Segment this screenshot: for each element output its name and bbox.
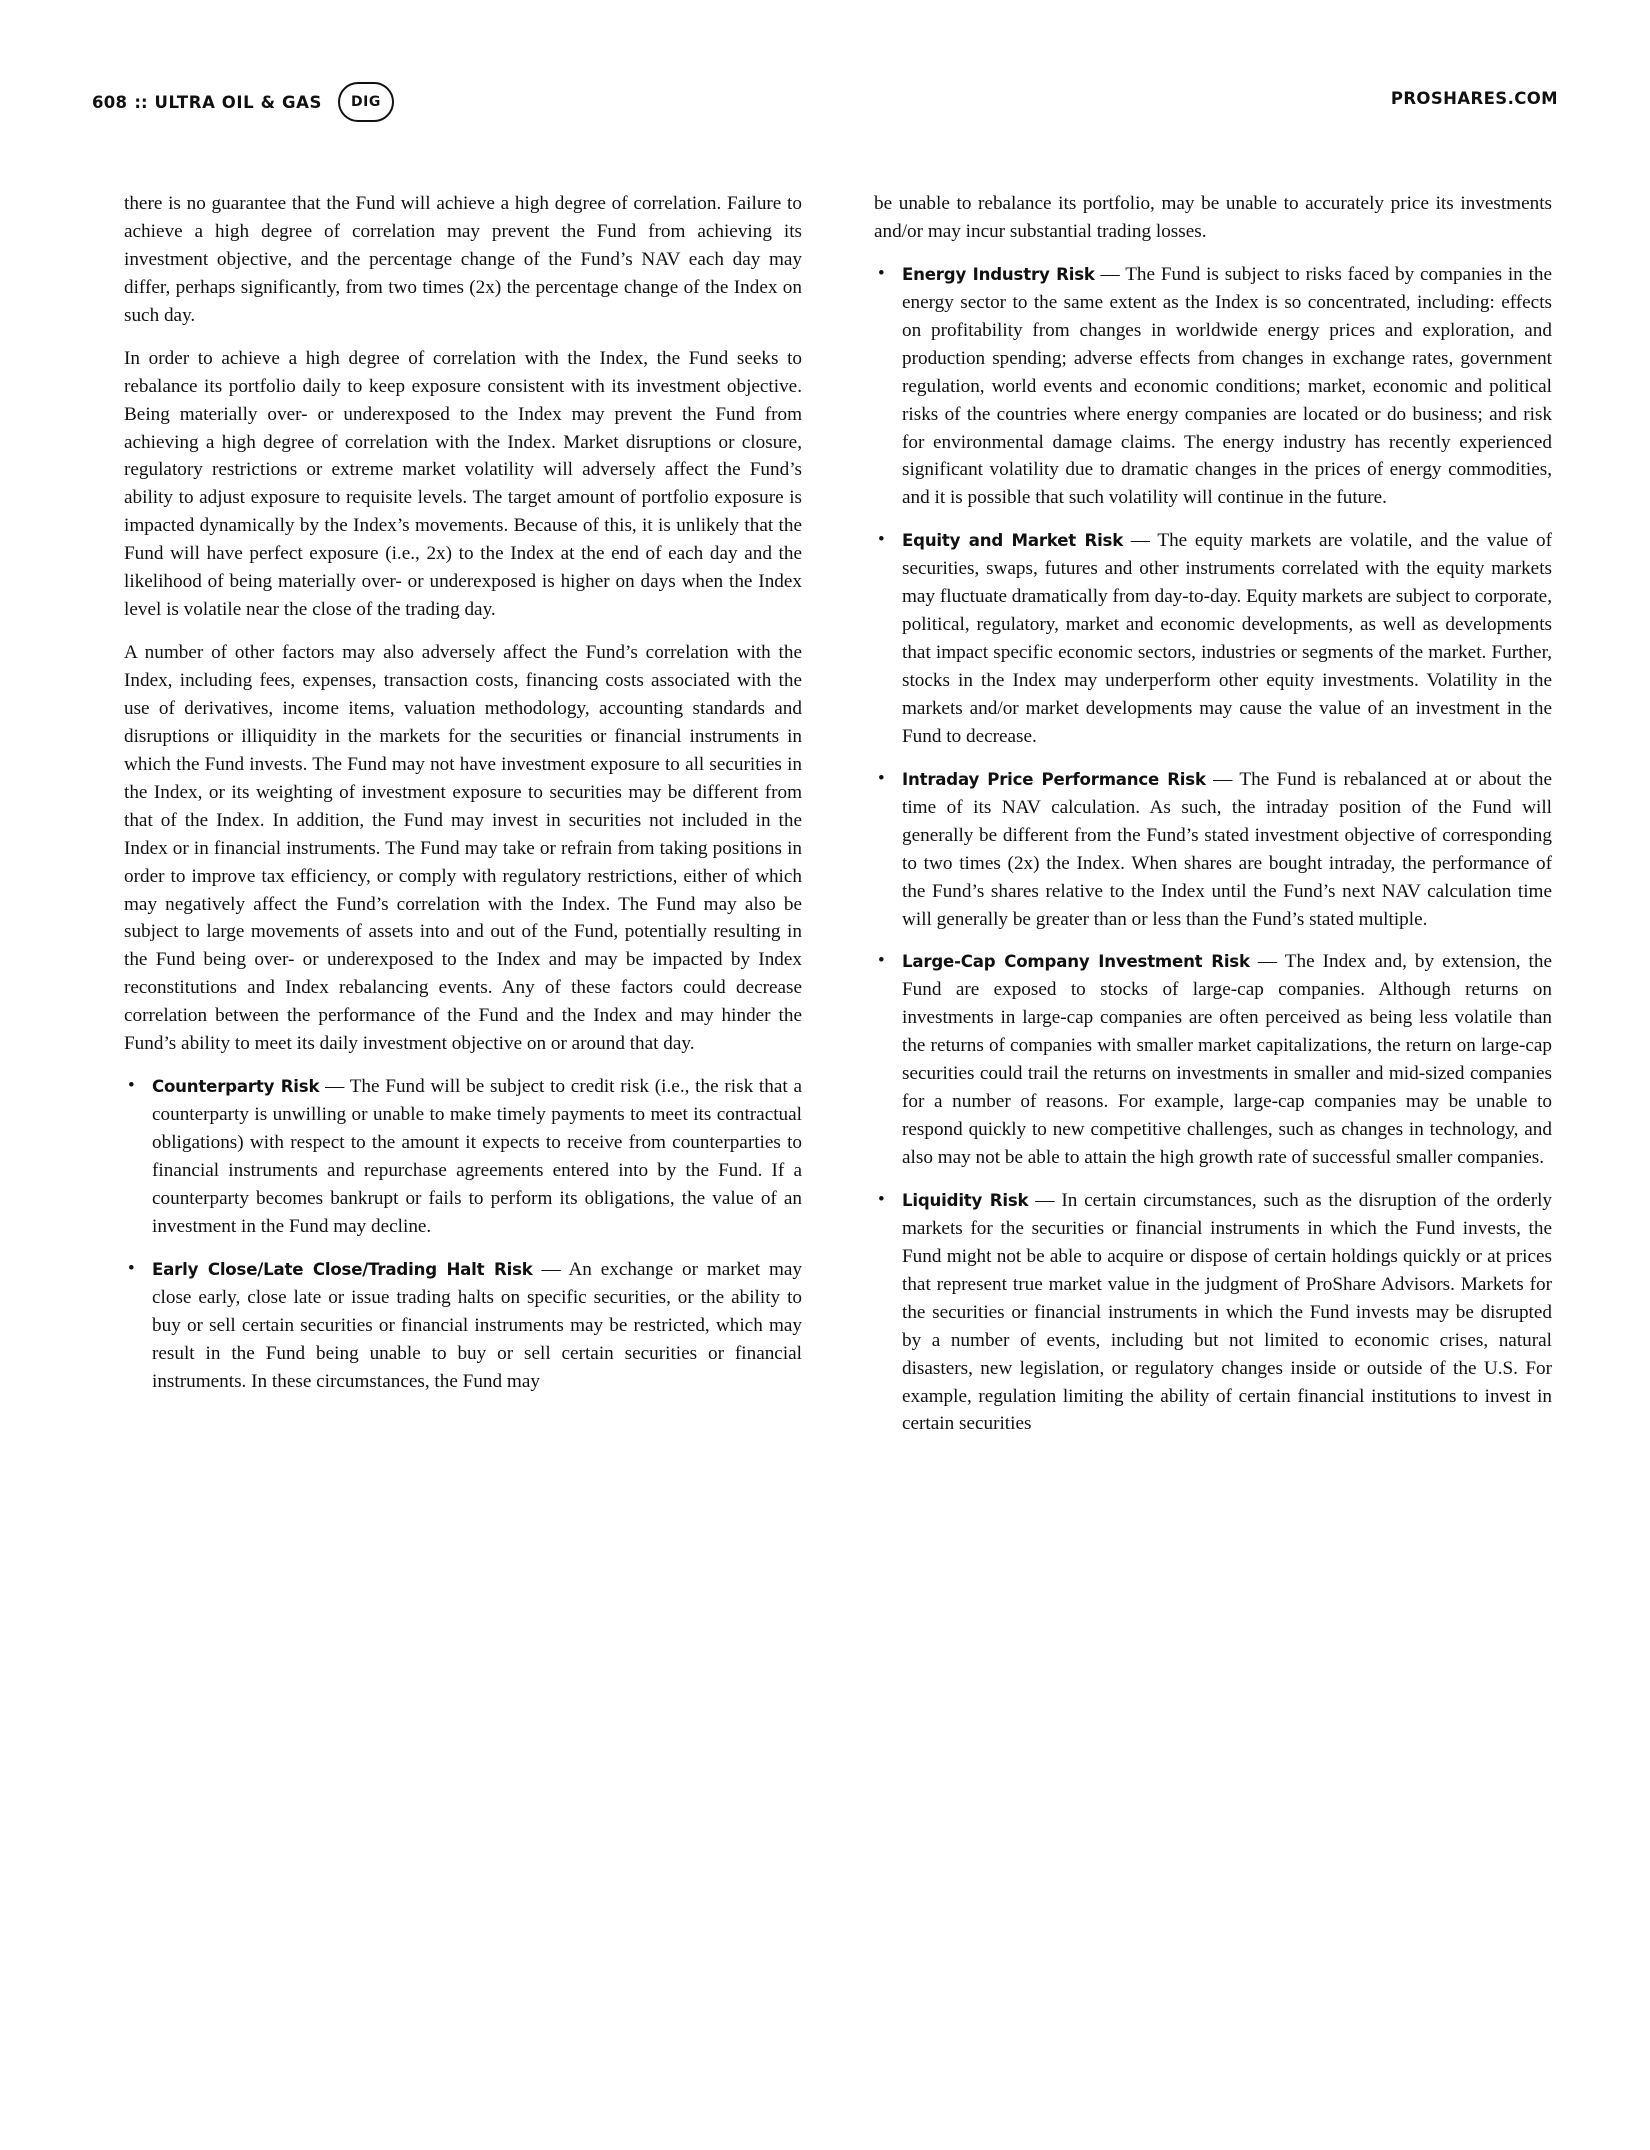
risk-dash: — bbox=[319, 1076, 350, 1098]
two-column-body bbox=[124, 190, 1553, 2110]
risk-term: Liquidity Risk bbox=[902, 1190, 1029, 1210]
risk-dash: — bbox=[532, 1258, 569, 1280]
list-item bbox=[874, 261, 1552, 512]
risk-dash: — bbox=[1249, 951, 1285, 973]
paragraph: In order to achieve a high degree of correlation with the Index, the Fund seeks to rebalance its portfolio daily to keep exposure consistent with its investment objective. Being materially over- or underexposed to the Index may prevent the Fund from achieving a high degree of correlation with the Index. Market disruptions or closure, regulatory restrictions or extreme market volatility will adversely affect the Fund’s ability to adjust exposure to requisite levels. The target amount of portfolio exposure is impacted dynamically by the Index’s movements. Because of this, it is unlikely that the Fund will have perfect exposure (i.e., 2x) to the Index at the end of each day and the likelihood of being materially over- or underexposed is higher on days when the Index level is volatile near the close of the trading day. bbox=[124, 347, 802, 621]
risk-factor-list bbox=[874, 261, 1552, 1439]
risk-text: An exchange or market may close early, close late or issue trading halts on specific securities, or the ability to buy or sell certain securities or financial instruments may be restricted, which may result in the Fund being unable to buy or sell certain securities or financial instruments. In these circumstances, the Fund may bbox=[152, 1258, 802, 1392]
risk-term: Counterparty Risk bbox=[152, 1077, 320, 1097]
list-item bbox=[874, 766, 1552, 934]
fund-name: ULTRA OIL & GAS bbox=[154, 92, 322, 112]
risk-term: Energy Industry Risk bbox=[902, 264, 1095, 284]
list-item bbox=[124, 1073, 802, 1241]
risk-text: The Fund is subject to risks faced by companies in the energy sector to the same extent as the Index is so concentrated, including: effects on profitability from changes in worldwide energy prices and exploration, and production spending; adverse effects from changes in exchange rates, government regulation, world events and economic conditions; market, economic and political risks of the countries where energy companies are located or do business; and risk for environmental damage claims. The energy industry has recently experienced significant volatility due to dramatic changes in the prices of energy commodities, and it is possible that such volatility will continue in the future. bbox=[902, 263, 1553, 509]
list-item bbox=[874, 527, 1552, 751]
paragraph: A number of other factors may also adversely affect the Fund’s correlation with the Index, including fees, expenses, transaction costs, financing costs associated with the use of derivatives, income items, valuation methodology, accounting standards and disruptions or illiquidity in the markets for the securities or financial instruments in which the Fund invests. The Fund may not have investment exposure to all securities in the Index, or its weighting of investment exposure to securities may be different from that of the Index. In addition, the Fund may invest in securities not included in the Index or in financial instruments. The Fund may take or refrain from taking positions in order to improve tax efficiency, or comply with regulatory restrictions, either of which may negatively affect the Fund’s correlation with the Index. The Fund may also be subject to large movements of assets into and out of the Fund, potentially resulting in the Fund being over- or underexposed to the Index and may be impacted by Index reconstitutions and Index rebalancing events. Any of these factors could decrease correlation between the performance of the Fund and the Index and may hinder the Fund’s ability to meet its daily investment objective on or around that day. bbox=[124, 642, 802, 1055]
risk-term: Early Close/Late Close/Trading Halt Risk bbox=[152, 1259, 533, 1279]
list-item bbox=[874, 948, 1552, 1172]
page-number: 608 bbox=[92, 92, 128, 112]
risk-factor-list bbox=[124, 1073, 802, 1395]
paragraph: there is no guarantee that the Fund will achieve a high degree of correlation. Failure to achieve a high degree of correlation may prevent the Fund from achieving its investment objective, and the percentage change of the Fund’s NAV each day may differ, perhaps significantly, from two times (2x) the percentage change of the Index on such day. bbox=[124, 193, 802, 326]
risk-term: Equity and Market Risk bbox=[902, 531, 1124, 551]
header-separator: :: bbox=[134, 92, 148, 112]
risk-term: Large-Cap Company Investment Risk bbox=[902, 952, 1250, 972]
right-column bbox=[874, 190, 1552, 2110]
list-item bbox=[124, 1256, 802, 1396]
risk-text: The equity markets are volatile, and the value of securities, swaps, futures and other instruments correlated with the equity markets may fluctuate dramatically from day-to-day. Equity markets are subject to corporate, political, regulatory, market and economic developments, as well as developments that impact specific economic sectors, industries or segments of the market. Further, stocks in the Index may underperform other equity investments. Volatility in the markets and/or market developments may cause the value of an investment in the Fund to decrease. bbox=[902, 530, 1552, 747]
risk-text: The Index and, by extension, the Fund are exposed to stocks of large-cap companies. Although returns on investments in large-cap companies are often perceived as being less volatile than the returns of companies with smaller market capitalizations, the return on large-cap securities could trail the returns on investments in smaller and mid-sized companies for a number of reasons. For example, large-cap companies may be unable to respond quickly to new competitive challenges, such as changes in technology, and also may not be able to attain the high growth rate of successful smaller companies. bbox=[902, 951, 1552, 1168]
risk-dash: — bbox=[1028, 1189, 1062, 1211]
ticker-badge: DIG bbox=[338, 82, 394, 122]
risk-text: In certain circumstances, such as the disruption of the orderly markets for the securities or financial instruments in which the Fund invests, the Fund might not be able to acquire or dispose of certain holdings quickly or at prices that represent true market value in the judgment of ProShare Advisors. Markets for the securities or financial instruments in which the Fund invests may be disrupted by a number of events, including but not limited to economic crises, natural disasters, new legislation, or regulatory changes inside or outside of the U.S. For example, regulation limiting the ability of certain financial institutions to invest in certain securities bbox=[902, 1189, 1553, 1435]
risk-text: The Fund will be subject to credit risk (i.e., the risk that a counterparty is unwilling or unable to make timely payments to meet its contractual obligations) with respect to the amount it expects to receive from counterparties to financial instruments and repurchase agreements entered into by the Fund. If a counterparty becomes bankrupt or fails to perform its obligations, the value of an investment in the Fund may decline. bbox=[152, 1076, 802, 1237]
risk-dash: — bbox=[1205, 768, 1240, 790]
paragraph-continued: be unable to rebalance its portfolio, may be unable to accurately price its investments and/or may incur substantial trading losses. bbox=[874, 193, 1552, 242]
website-label: PROSHARES.COM bbox=[1390, 89, 1558, 108]
left-column bbox=[124, 190, 802, 2110]
risk-dash: — bbox=[1094, 263, 1126, 285]
header-left-group bbox=[92, 78, 394, 126]
risk-term: Intraday Price Performance Risk bbox=[902, 769, 1206, 789]
page-header bbox=[92, 78, 1558, 126]
risk-text: The Fund is rebalanced at or about the time of its NAV calculation. As such, the intraday position of the Fund will generally be different from the Fund’s stated investment objective of corresponding to two times (2x) the Index. When shares are bought intraday, the performance of the Fund’s shares relative to the Index until the Fund’s next NAV calculation time will generally be greater than or less than the Fund’s stated multiple. bbox=[902, 768, 1552, 930]
list-item bbox=[874, 1187, 1552, 1438]
risk-dash: — bbox=[1123, 530, 1158, 552]
